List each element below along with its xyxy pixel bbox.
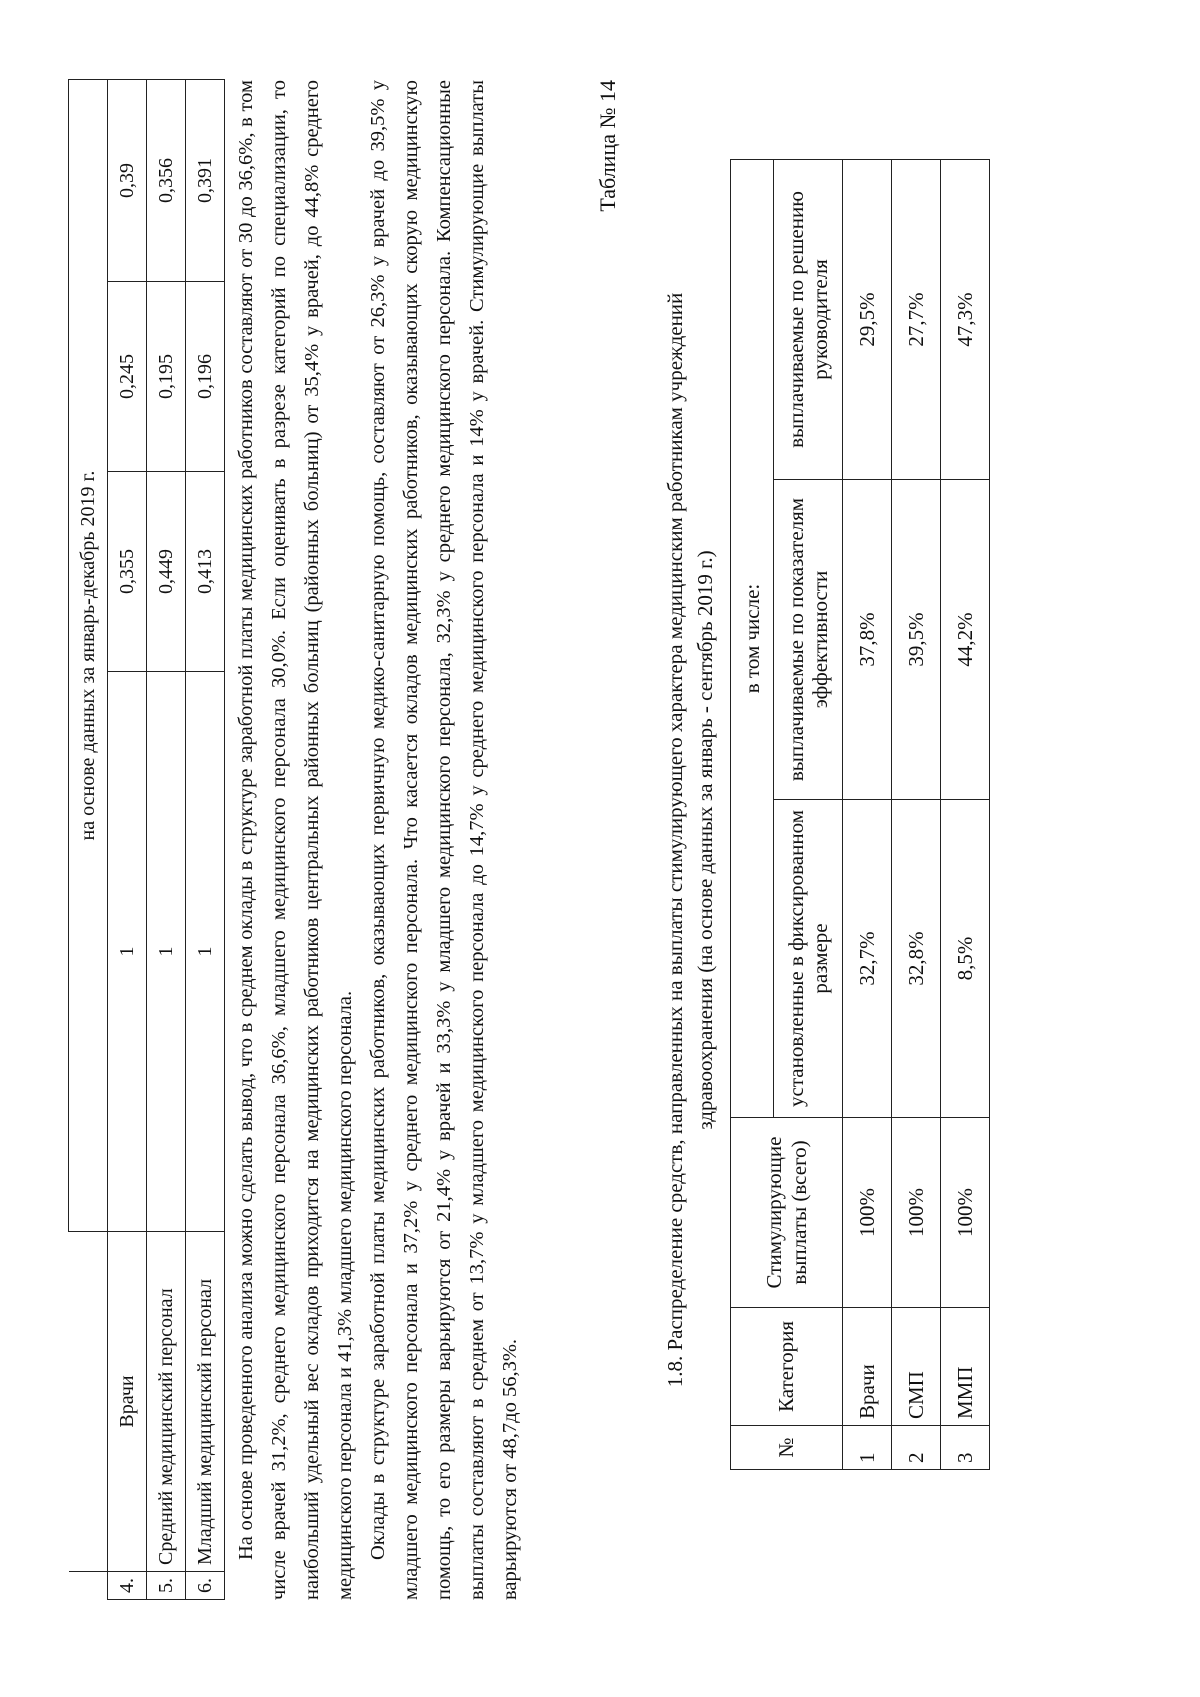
row-number: 4. bbox=[108, 1572, 147, 1600]
cell-category: СМП bbox=[892, 1308, 941, 1426]
row-value: 0,413 bbox=[186, 472, 225, 672]
header-manager: выплачиваемые по решению руководителя bbox=[774, 159, 843, 479]
header-category: Категория bbox=[731, 1308, 843, 1426]
row-value: 0,355 bbox=[108, 472, 147, 672]
row-value: 0,449 bbox=[147, 472, 186, 672]
header-efficiency: выплачиваемые по показателям эффективности bbox=[774, 480, 843, 800]
caption-line: здравоохранения (на основе данных за январь - сентябрь 2019 г.) bbox=[693, 550, 717, 1130]
paragraph: На основе проведенного анализа можно сделать вывод, что в среднем оклады в структуре заработной платы медицинских работников составляют от 30 до 36,6%, в том числе врачей 31,2%, среднего медицинского персонала 36,6%, младшего медицинского персонала 30,0%. Если оценивать в разрезе категорий по специализации, то наибольший удельный вес окладов приходится на медицинских работников центральных районных больниц (районных больниц) от 35,4% у врачей, до 44,8% среднего медицинского персонала и 41,3% младшего медицинского персонала. bbox=[235, 80, 356, 1600]
table-row bbox=[843, 159, 892, 1469]
row-number: 5. bbox=[147, 1572, 186, 1600]
caption-line: 1.8. Распределение средств, направленных на выплаты стимулирующего характера медицинским работникам учреждений bbox=[663, 292, 687, 1388]
row-name: Средний медицинский персонал bbox=[147, 1232, 186, 1572]
row-value: 0,195 bbox=[147, 282, 186, 472]
row-value: 0,39 bbox=[108, 80, 147, 282]
header-including: в том числе: bbox=[731, 159, 774, 1117]
body-text bbox=[230, 80, 527, 1600]
table-cell bbox=[69, 1572, 108, 1600]
cell-total: 100% bbox=[941, 1118, 990, 1308]
row-value: 0,196 bbox=[186, 282, 225, 472]
cell-fixed: 32,7% bbox=[843, 800, 892, 1118]
header-fixed: установленные в фиксированном размере bbox=[774, 800, 843, 1118]
continuation-table bbox=[68, 79, 225, 1600]
document-page bbox=[40, 60, 1140, 1640]
row-value: 1 bbox=[147, 672, 186, 1232]
row-value: 0,245 bbox=[108, 282, 147, 472]
cell-fixed: 8,5% bbox=[941, 800, 990, 1118]
row-number: 6. bbox=[186, 1572, 225, 1600]
cell-fixed: 32,8% bbox=[892, 800, 941, 1118]
table-number: Таблица № 14 bbox=[595, 80, 620, 212]
cell-num: 3 bbox=[941, 1426, 990, 1470]
table-14 bbox=[730, 159, 990, 1470]
table-row bbox=[147, 80, 186, 1600]
cell-category: Врачи bbox=[843, 1308, 892, 1426]
table-row bbox=[941, 159, 990, 1469]
cell-efficiency: 39,5% bbox=[892, 480, 941, 800]
row-value: 0,356 bbox=[147, 80, 186, 282]
continuation-header-row bbox=[69, 80, 108, 1600]
cell-manager: 29,5% bbox=[843, 159, 892, 479]
table-caption bbox=[660, 80, 720, 1600]
table-row bbox=[186, 80, 225, 1600]
cell-num: 2 bbox=[892, 1426, 941, 1470]
paragraph: Оклады в структуре заработной платы медицинских работников, оказывающих первичную медико-санитарную помощь, составляют от 26,3% у врачей до 39,5% у младшего медицинского персонала и 37,2% у среднего медицинского персонала. Что касается окладов медицинских работников, оказывающих скорую медицинскую помощь, то его размеры варьируются от 21,4% у врачей и 33,3% у младшего медицинского персонала, 32,3% у среднего медицинского персонала. Компенсационные выплаты составляют в среднем от 13,7% у младшего медицинского персонала до 14,7% у среднего медицинского персонала и 14% у врачей. Стимулирующие выплаты варьируются от 48,7до 56,3%. bbox=[367, 80, 521, 1600]
row-value: 1 bbox=[108, 672, 147, 1232]
cell-efficiency: 44,2% bbox=[941, 480, 990, 800]
header-total: Стимулирующие выплаты (всего) bbox=[731, 1118, 843, 1308]
table-row bbox=[892, 159, 941, 1469]
row-value: 1 bbox=[186, 672, 225, 1232]
cell-manager: 47,3% bbox=[941, 159, 990, 479]
continuation-header: на основе данных за январь-декабрь 2019 г. bbox=[69, 80, 108, 1232]
row-value: 0,391 bbox=[186, 80, 225, 282]
cell-manager: 27,7% bbox=[892, 159, 941, 479]
cell-efficiency: 37,8% bbox=[843, 480, 892, 800]
cell-total: 100% bbox=[843, 1118, 892, 1308]
row-name: Младший медицинский персонал bbox=[186, 1232, 225, 1572]
header-num: № bbox=[731, 1426, 843, 1470]
table-cell bbox=[69, 1232, 108, 1572]
table-row bbox=[108, 80, 147, 1600]
rotated-page-container bbox=[40, 60, 1140, 1640]
row-name: Врачи bbox=[108, 1232, 147, 1572]
cell-total: 100% bbox=[892, 1118, 941, 1308]
cell-category: ММП bbox=[941, 1308, 990, 1426]
cell-num: 1 bbox=[843, 1426, 892, 1470]
table-header-row bbox=[731, 159, 774, 1469]
